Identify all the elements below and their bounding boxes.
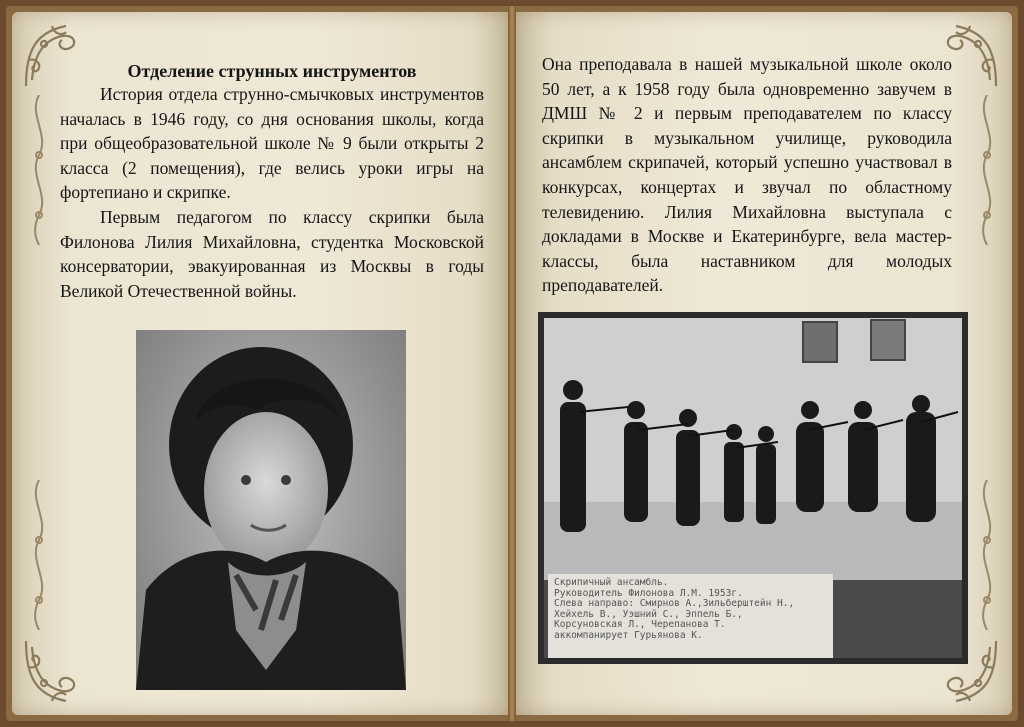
right-page-text <box>542 52 952 298</box>
caption-line: аккомпанирует Гурьянова К. <box>554 629 703 641</box>
side-ornament-icon <box>26 480 52 630</box>
left-page-text <box>60 60 484 303</box>
caption-line: Скрипичный ансамбль. <box>554 577 669 588</box>
side-ornament-icon <box>974 480 1000 630</box>
caption-line: Хейхель В., Уэшний С., Эппель Б., <box>554 608 743 620</box>
caption-line: Руководитель Филонова Л.М. 1953г. <box>554 587 743 599</box>
caption-line: Слева направо: Смирнов А.,Зильберштейн Н., <box>554 598 795 610</box>
first-teacher-paragraph: Первым педагогом по классу скрипки была Филонова Лилия Михайловна, студентка Московской консерватории, эвакуированная из Москвы в годы Великой Отечественной войны. <box>60 206 484 301</box>
photo-caption <box>548 574 833 658</box>
history-paragraph: История отдела струнно-смычковых инструментов началась в 1946 году, со дня основания школы, когда при общеобразовательной школе № 9 были открыты 2 класса (2 помещения), где велись уроки игры на фортепиано и скрипке. <box>60 84 484 203</box>
corner-ornament-icon <box>22 637 92 707</box>
caption-line: Корсуновская Л., Черепанова Т. <box>554 619 726 631</box>
biography-paragraph: Она преподавала в нашей музыкальной школе около 50 лет, а к 1958 году была одновременно завучем в ДМШ № 2 и первым преподавателем по классу скрипки в музыкальном училище, руководила ансамблем скрипачей, который успешно участвовал в конкурсах, концертах и звучал по областному телевидению. Лилия Михайловна выступала с докладами в Москве и Екатеринбурге, вела мастер-классы, была наставником для молодых преподавателей. <box>542 54 952 296</box>
side-ornament-icon <box>26 95 52 245</box>
side-ornament-icon <box>974 95 1000 245</box>
book-spine <box>508 6 516 721</box>
section-heading: Отделение струнных инструментов <box>127 61 417 81</box>
portrait-figure-icon <box>136 330 406 690</box>
teacher-portrait-photo <box>136 330 406 690</box>
